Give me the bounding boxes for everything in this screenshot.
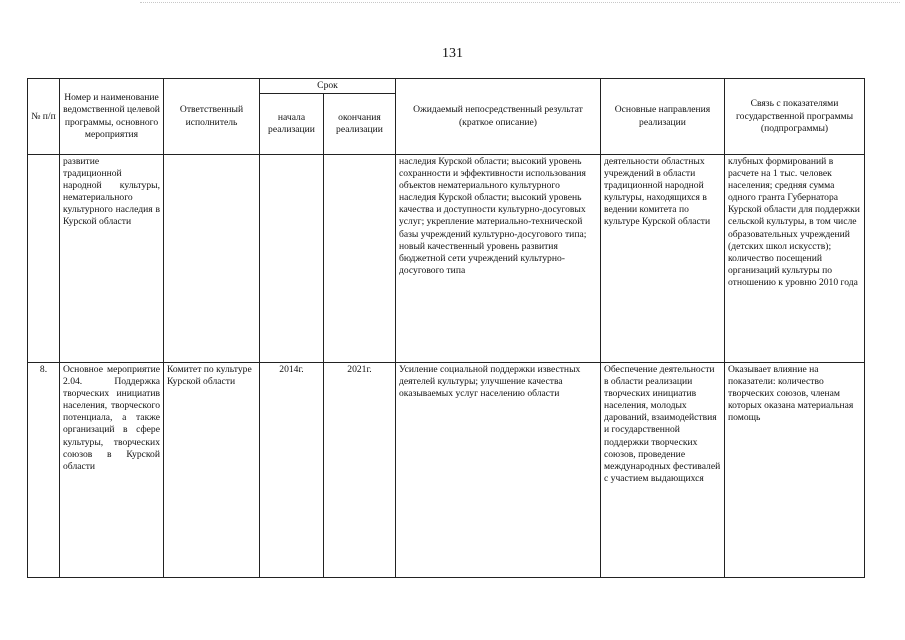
header-directions: Основные направления реализации bbox=[601, 79, 725, 155]
cell-num: 8. bbox=[28, 363, 60, 578]
header-term-start: начала реализации bbox=[260, 94, 324, 155]
cell-start bbox=[260, 155, 324, 363]
header-num: № п/п bbox=[28, 79, 60, 155]
header-program: Номер и наименование ведомственной целевой программы, основного мероприятия bbox=[60, 79, 164, 155]
cell-result: наследия Курской области; высокий уровень сохранности и эффективности использования объектов нематериального культурного наследия Курской области; высокий уровень качества и доступности культурно-досуговых услуг; укрепление материально-технической базы учреждений культурно-досугового типа; новый качественный уровень развития бюджетной сети учреждений культурно-досугового типа bbox=[396, 155, 601, 363]
header-result: Ожидаемый непосредственный результат (краткое описание) bbox=[396, 79, 601, 155]
cell-executor: Комитет по культуре Курской области bbox=[164, 363, 260, 578]
header-term: Срок bbox=[260, 79, 396, 94]
cell-executor bbox=[164, 155, 260, 363]
table-row bbox=[28, 155, 865, 363]
cell-link: Оказывает влияние на показатели: количество творческих союзов, членам которых оказана материальная помощь bbox=[725, 363, 865, 578]
table-row bbox=[28, 363, 865, 578]
cell-program: развитие традиционной народной культуры, нематериального культурного наследия в Курской области bbox=[60, 155, 164, 363]
cell-result: Усиление социальной поддержки известных деятелей культуры; улучшение качества оказываемых услуг населению области bbox=[396, 363, 601, 578]
cell-directions: деятельности областных учреждений в области традиционной народной культуры, находящихся в ведении комитета по культуре Курской области bbox=[601, 155, 725, 363]
header-row-1 bbox=[28, 79, 865, 94]
cell-end: 2021г. bbox=[324, 363, 396, 578]
scan-top-edge bbox=[140, 2, 900, 7]
cell-program: Основное мероприятие 2.04. Поддержка творческих инициатив населения, творческого потенциала, а также организаций в сфере культуры, творческих союзов в Курской области bbox=[60, 363, 164, 578]
cell-end bbox=[324, 155, 396, 363]
header-term-end: окончания реализации bbox=[324, 94, 396, 155]
cell-directions: Обеспечение деятельности в области реализации творческих инициатив населения, молодых дарований, взаимодействия и государственной поддержки творческих союзов, проведение международных фестивалей с участием выдающихся bbox=[601, 363, 725, 578]
page-number: 131 bbox=[442, 46, 463, 61]
header-executor: Ответственный исполнитель bbox=[164, 79, 260, 155]
program-table bbox=[27, 78, 865, 578]
cell-num bbox=[28, 155, 60, 363]
header-link: Связь с показателями государственной программы (подпрограммы) bbox=[725, 79, 865, 155]
cell-start: 2014г. bbox=[260, 363, 324, 578]
cell-link: клубных формирований в расчете на 1 тыс. человек населения; средняя сумма одного гранта Губернатора Курской области для поддержки сельской культуры, в том числе образовательных учреждений (детских школ искусств); количество посещений организаций культуры по отношению к уровню 2010 года bbox=[725, 155, 865, 363]
